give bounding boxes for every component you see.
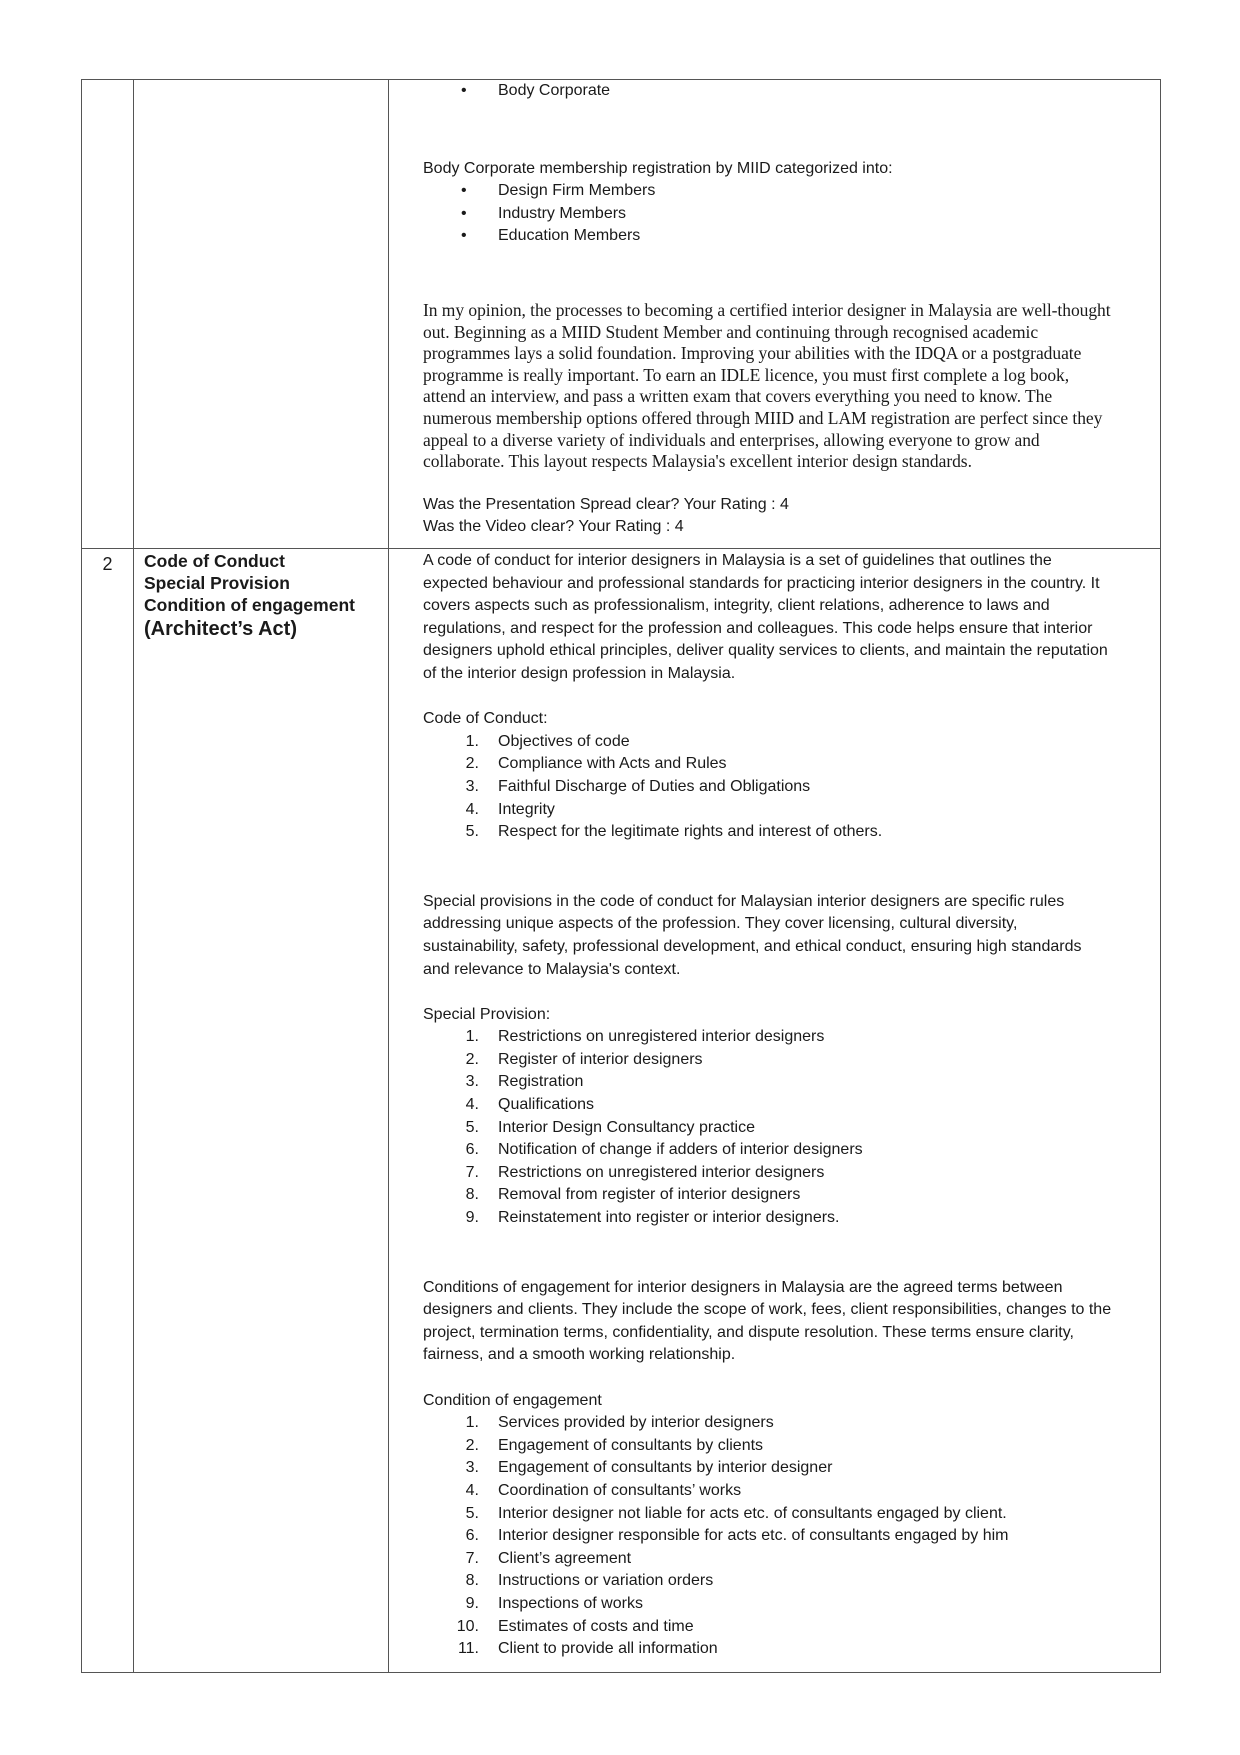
list-item: 3. Faithful Discharge of Duties and Obligations xyxy=(465,777,811,795)
special-provision-list xyxy=(423,1026,1148,1229)
rating-presentation: Was the Presentation Spread clear? Your Rating : 4 xyxy=(423,495,789,513)
list-item: 7. Restrictions on unregistered interior designers xyxy=(465,1163,825,1181)
list-item: 2. Register of interior designers xyxy=(465,1050,703,1068)
list-item: 3. Engagement of consultants by interior designer xyxy=(465,1459,833,1477)
list-item: 11. Client to provide all information xyxy=(457,1640,718,1658)
list-item: 9. Inspections of works xyxy=(465,1594,643,1612)
list-item: 1. Services provided by interior designers xyxy=(465,1414,774,1432)
list-item: • Education Members xyxy=(461,227,641,245)
list-item: 4. Integrity xyxy=(465,800,555,818)
row-divider xyxy=(82,548,1160,549)
list-item: 2. Compliance with Acts and Rules xyxy=(465,755,727,773)
list-item: • Body Corporate xyxy=(461,82,611,99)
engagement-heading: Condition of engagement xyxy=(423,1391,602,1409)
column-divider-1 xyxy=(133,80,134,1672)
list-item: 5. Interior Design Consultancy practice xyxy=(465,1118,756,1136)
list-item: 1. Objectives of code xyxy=(465,732,630,750)
section-title: Code of Conduct Special Provision Condition of engagement (Architect’s Act) xyxy=(144,551,355,640)
body-corporate-intro: Body Corporate membership registration by MIID categorized into: xyxy=(423,159,893,177)
engagement-list xyxy=(423,1412,1148,1661)
list-item: 5. Interior designer not liable for acts etc. of consultants engaged by client. xyxy=(465,1504,1007,1522)
document-table xyxy=(81,79,1161,1673)
row1-top-bullets xyxy=(423,80,1148,103)
column-divider-2 xyxy=(388,80,389,1672)
list-item: 5. Respect for the legitimate rights and interest of others. xyxy=(465,823,883,841)
list-item: 6. Interior designer responsible for acts etc. of consultants engaged by him xyxy=(465,1527,1009,1545)
list-item: 10. Estimates of costs and time xyxy=(456,1617,694,1635)
code-of-conduct-intro: A code of conduct for interior designers in Malaysia is a set of guidelines that outlines the expected behaviour and professional standards for practicing interior designers in the country. It covers aspects such as professionalism, integrity, client relations, adherence to laws and regulations, and respect for the profession and colleagues. This code helps ensure that interior designers uphold ethical principles, deliver quality services to clients, and maintain the reputation of the interior design profession in Malaysia. xyxy=(423,552,1108,682)
conduct-list xyxy=(423,731,1148,844)
list-item: 6. Notification of change if adders of interior designers xyxy=(465,1141,863,1159)
row1-content xyxy=(402,80,1160,539)
special-heading: Special Provision: xyxy=(423,1005,551,1023)
membership-categories-list xyxy=(423,180,1148,248)
list-item: 8. Removal from register of interior designers xyxy=(465,1186,801,1204)
list-item: 9. Reinstatement into register or interior designers. xyxy=(465,1209,840,1227)
engagement-intro: Conditions of engagement for interior designers in Malaysia are the agreed terms between designers and clients. They include the scope of work, fees, client responsibilities, changes to the project, termination terms, confidentiality, and dispute resolution. These terms ensure clarity, fairness, and a smooth working relationship. xyxy=(423,1278,1112,1364)
rating-video: Was the Video clear? Your Rating : 4 xyxy=(423,518,684,536)
special-provision-intro: Special provisions in the code of conduct for Malaysian interior designers are specific rules addressing unique aspects of the profession. They cover licensing, cultural diversity, sustainability, safety, professional development, and ethical conduct, ensuring high standards and relevance to Malaysia's context. xyxy=(423,892,1082,978)
conduct-heading: Code of Conduct: xyxy=(423,710,548,728)
row-number: 2 xyxy=(102,554,113,574)
list-item: 4. Qualifications xyxy=(465,1096,595,1114)
row2-content xyxy=(402,550,1160,1661)
list-item: 1. Restrictions on unregistered interior designers xyxy=(465,1028,825,1046)
list-item: 7. Client’s agreement xyxy=(465,1549,632,1567)
opinion-paragraph: In my opinion, the processes to becoming a certified interior designer in Malaysia are well-thought out. Beginning as a MIID Student Member and continuing through recognised academic programmes lays a solid foundation. Improving your abilities with the IDQA or a postgraduate programme is really important. To earn an IDLE licence, you must first complete a log book, attend an interview, and pass a written exam that covers everything you need to know. The numerous membership options offered through MIID and LAM registration are perfect since they appeal to a diverse variety of individuals and enterprises, allowing everyone to grow and collaborate. This layout respects Malaysia's excellent interior design standards. xyxy=(423,299,1111,472)
list-item: 2. Engagement of consultants by clients xyxy=(465,1436,764,1454)
list-item: • Design Firm Members xyxy=(461,182,656,200)
list-item: 4. Coordination of consultants’ works xyxy=(465,1481,742,1499)
list-item: • Industry Members xyxy=(461,204,627,222)
list-item: 3. Registration xyxy=(465,1073,584,1091)
list-item: 8. Instructions or variation orders xyxy=(465,1572,714,1590)
